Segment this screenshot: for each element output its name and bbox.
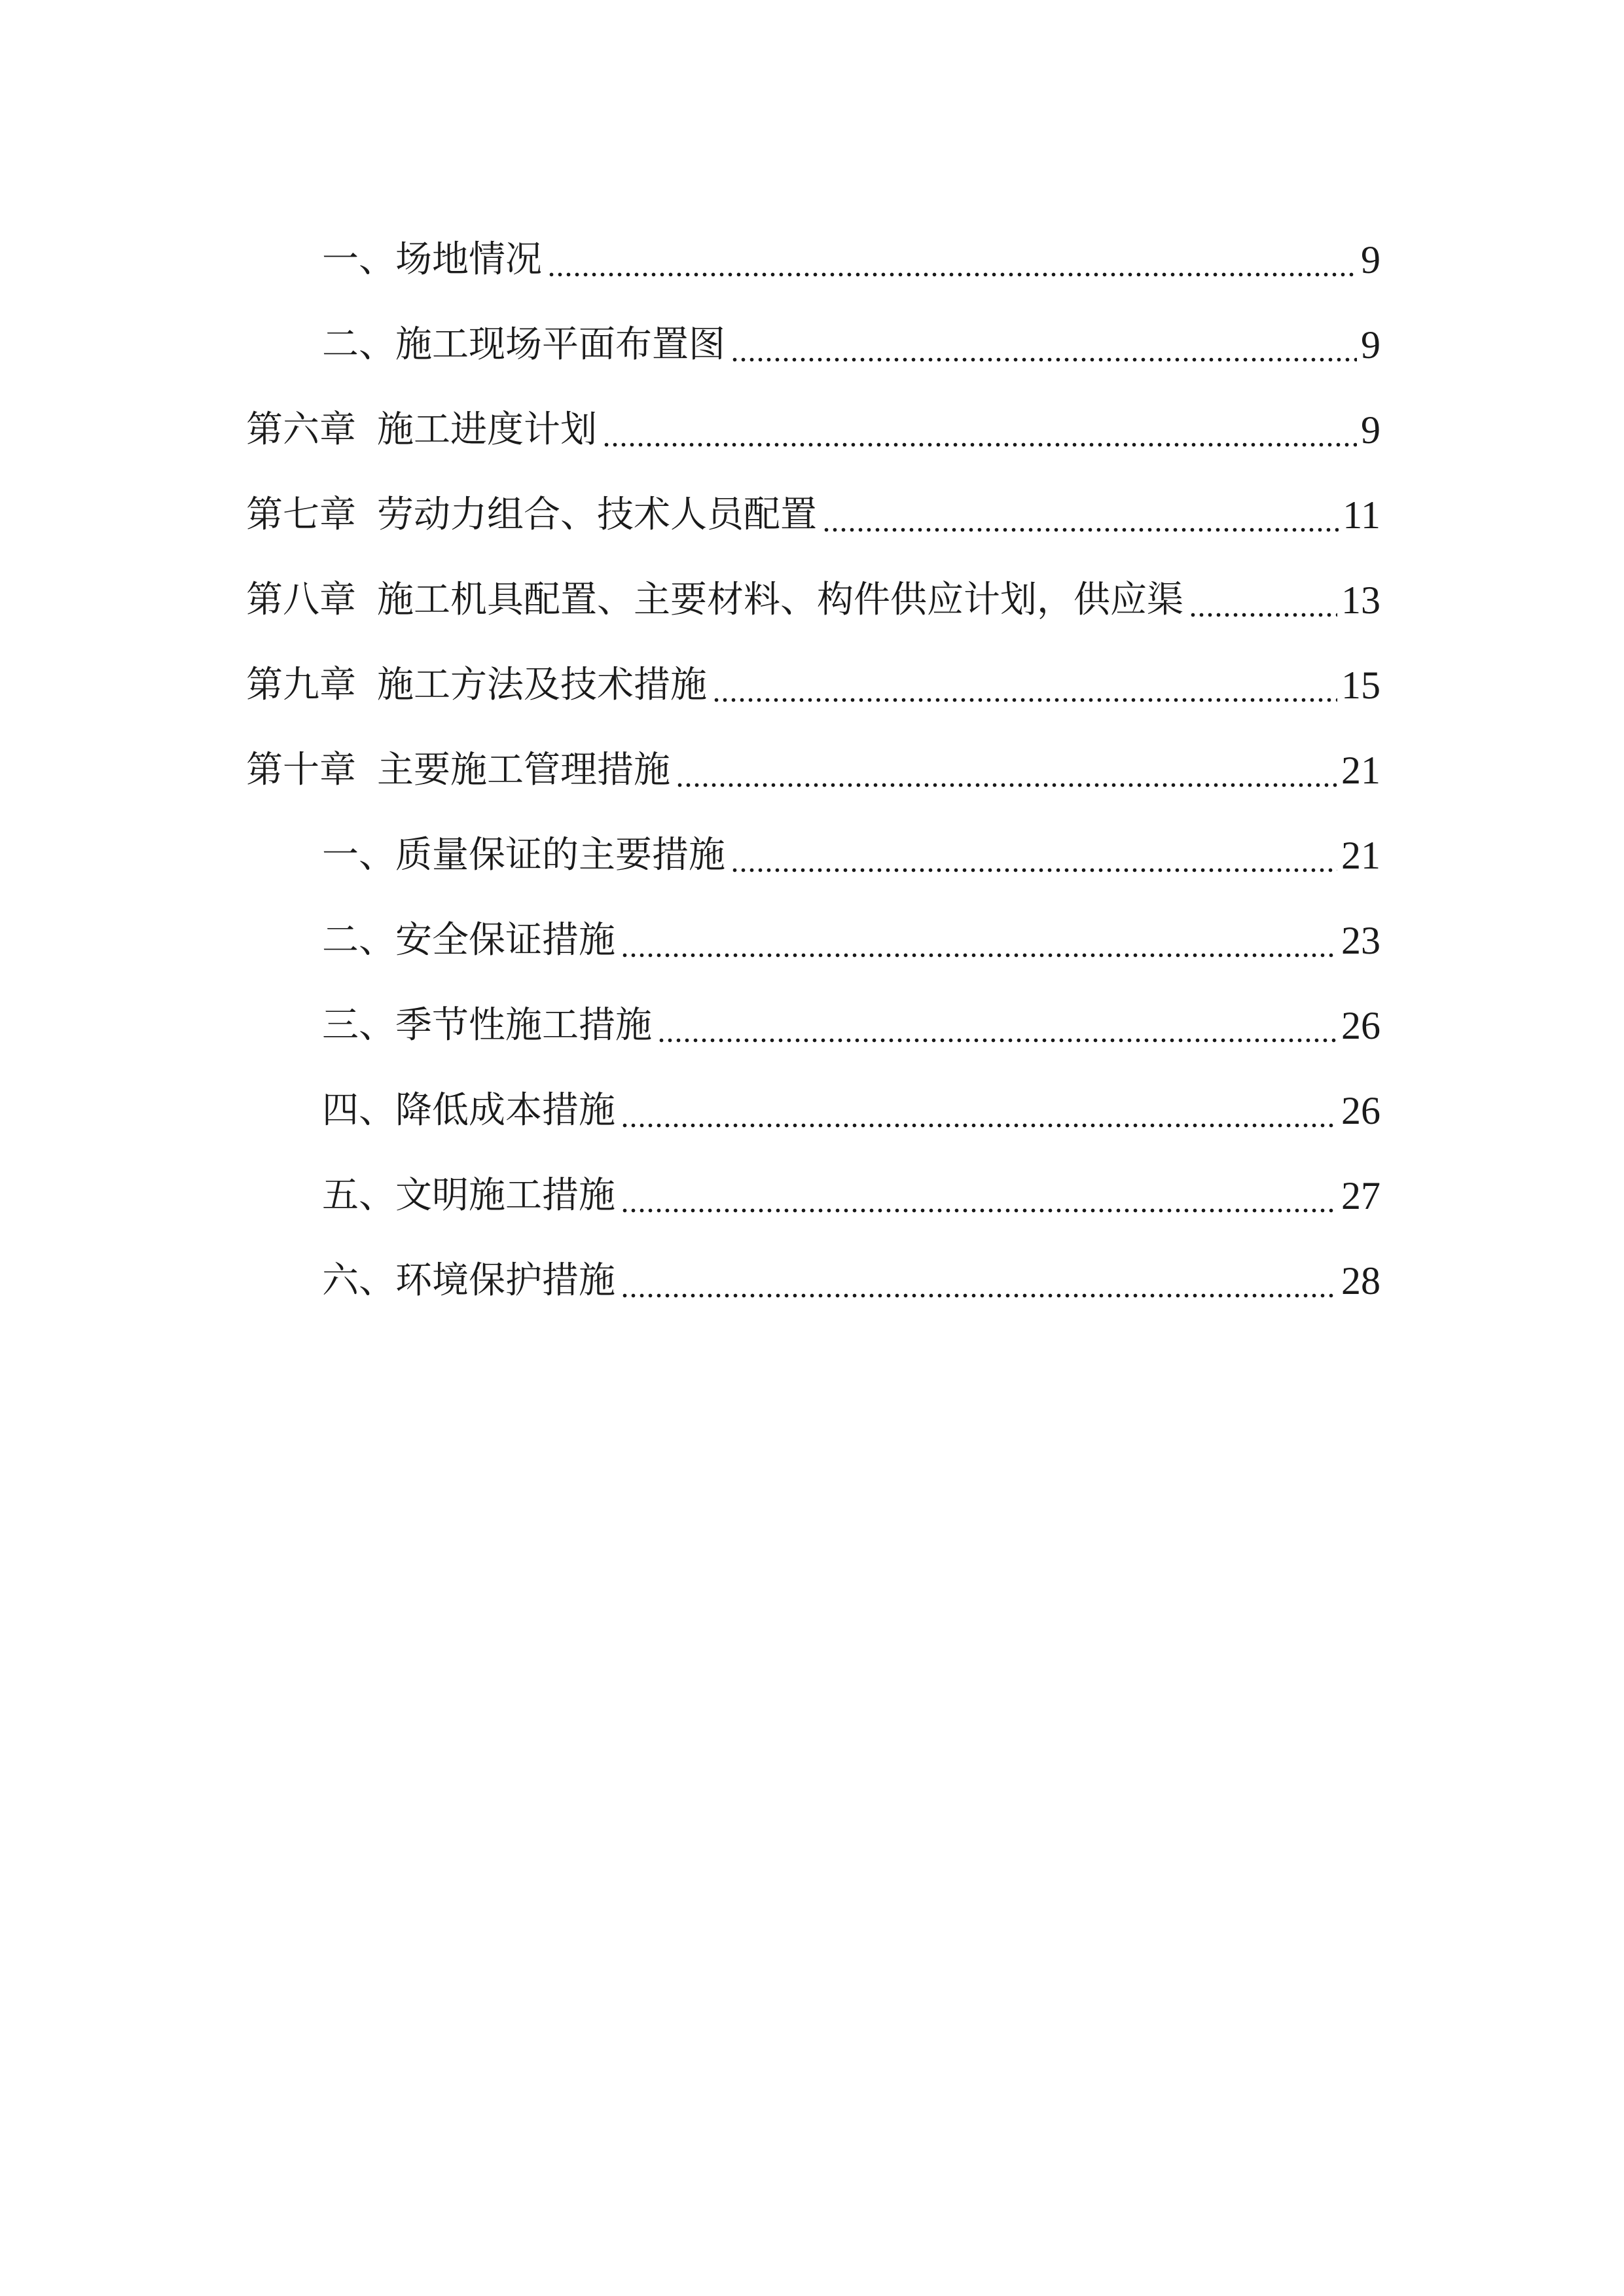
toc-entry-quality-assurance[interactable]	[0, 813, 1624, 898]
toc-entry-title: 三、季节性施工措施	[322, 1004, 652, 1047]
toc-page-number: 13	[1341, 579, 1380, 622]
toc-entry-label	[246, 493, 817, 536]
toc-dot-leader	[822, 497, 1339, 533]
toc-dot-leader	[621, 1177, 1337, 1214]
toc-entry-chapter-6[interactable]	[0, 387, 1624, 473]
toc-entry-seasonal-construction[interactable]	[0, 983, 1624, 1068]
toc-dot-leader	[621, 922, 1337, 959]
toc-entry-site-layout-plan[interactable]	[0, 302, 1624, 387]
toc-dot-leader	[1189, 582, 1337, 619]
toc-dot-leader	[621, 1092, 1337, 1129]
toc-dot-leader	[731, 327, 1357, 363]
toc-entry-title: 施工机具配置、主要材料、构件供应计划，供应渠	[377, 579, 1183, 621]
toc-page-number: 21	[1341, 834, 1380, 877]
toc-chapter-number: 第十章	[246, 749, 356, 791]
toc-dot-leader	[602, 412, 1357, 448]
toc-entry-safety-measures[interactable]	[0, 898, 1624, 983]
toc-entry-label	[246, 408, 597, 451]
toc-entry-label	[246, 664, 707, 706]
toc-page-number: 9	[1361, 238, 1380, 281]
toc-page-number: 28	[1341, 1259, 1380, 1302]
toc-entry-title: 施工进度计划	[377, 408, 597, 451]
toc-page-number: 27	[1341, 1174, 1380, 1217]
toc-page-number: 15	[1341, 664, 1380, 707]
toc-entry-chapter-9[interactable]	[0, 643, 1624, 728]
toc-chapter-number: 第七章	[246, 493, 356, 536]
toc-entry-title: 主要施工管理措施	[377, 749, 670, 791]
toc-page-number: 23	[1341, 919, 1380, 962]
toc-entry-title: 二、安全保证措施	[322, 919, 615, 961]
toc-entry-title: 一、质量保证的主要措施	[322, 834, 725, 876]
toc-page-number: 11	[1343, 493, 1380, 537]
toc-entry-label	[246, 579, 1183, 621]
toc-entry-chapter-10[interactable]	[0, 728, 1624, 813]
toc-dot-leader	[621, 1263, 1337, 1299]
toc-entry-civilized-construction[interactable]	[0, 1153, 1624, 1238]
toc-page-number: 26	[1341, 1004, 1380, 1047]
toc-entry-chapter-7[interactable]	[0, 473, 1624, 558]
table-of-contents	[0, 217, 1624, 1323]
toc-page-number: 21	[1341, 749, 1380, 792]
toc-chapter-number: 第六章	[246, 408, 356, 451]
toc-entry-title: 施工方法及技术措施	[377, 664, 707, 706]
toc-entry-title: 五、文明施工措施	[322, 1174, 615, 1217]
toc-page-number: 9	[1361, 408, 1380, 452]
toc-dot-leader	[676, 752, 1337, 789]
toc-page-number: 26	[1341, 1089, 1380, 1132]
toc-entry-chapter-8[interactable]	[0, 558, 1624, 643]
toc-dot-leader	[712, 667, 1337, 704]
toc-entry-cost-reduction[interactable]	[0, 1068, 1624, 1153]
toc-entry-title: 六、环境保护措施	[322, 1259, 615, 1302]
toc-dot-leader	[731, 837, 1337, 874]
toc-page-number: 9	[1361, 323, 1380, 367]
toc-chapter-number: 第九章	[246, 664, 356, 706]
toc-entry-title: 劳动力组合、技术人员配置	[377, 493, 817, 536]
toc-chapter-number: 第八章	[246, 579, 356, 621]
toc-entry-label	[246, 749, 670, 791]
toc-dot-leader	[547, 242, 1357, 278]
toc-dot-leader	[657, 1007, 1337, 1044]
toc-entry-site-conditions[interactable]	[0, 217, 1624, 302]
toc-entry-title: 一、场地情况	[322, 238, 542, 281]
toc-entry-title: 二、施工现场平面布置图	[322, 323, 725, 366]
toc-entry-environmental-protection[interactable]	[0, 1238, 1624, 1323]
toc-entry-title: 四、降低成本措施	[322, 1089, 615, 1132]
